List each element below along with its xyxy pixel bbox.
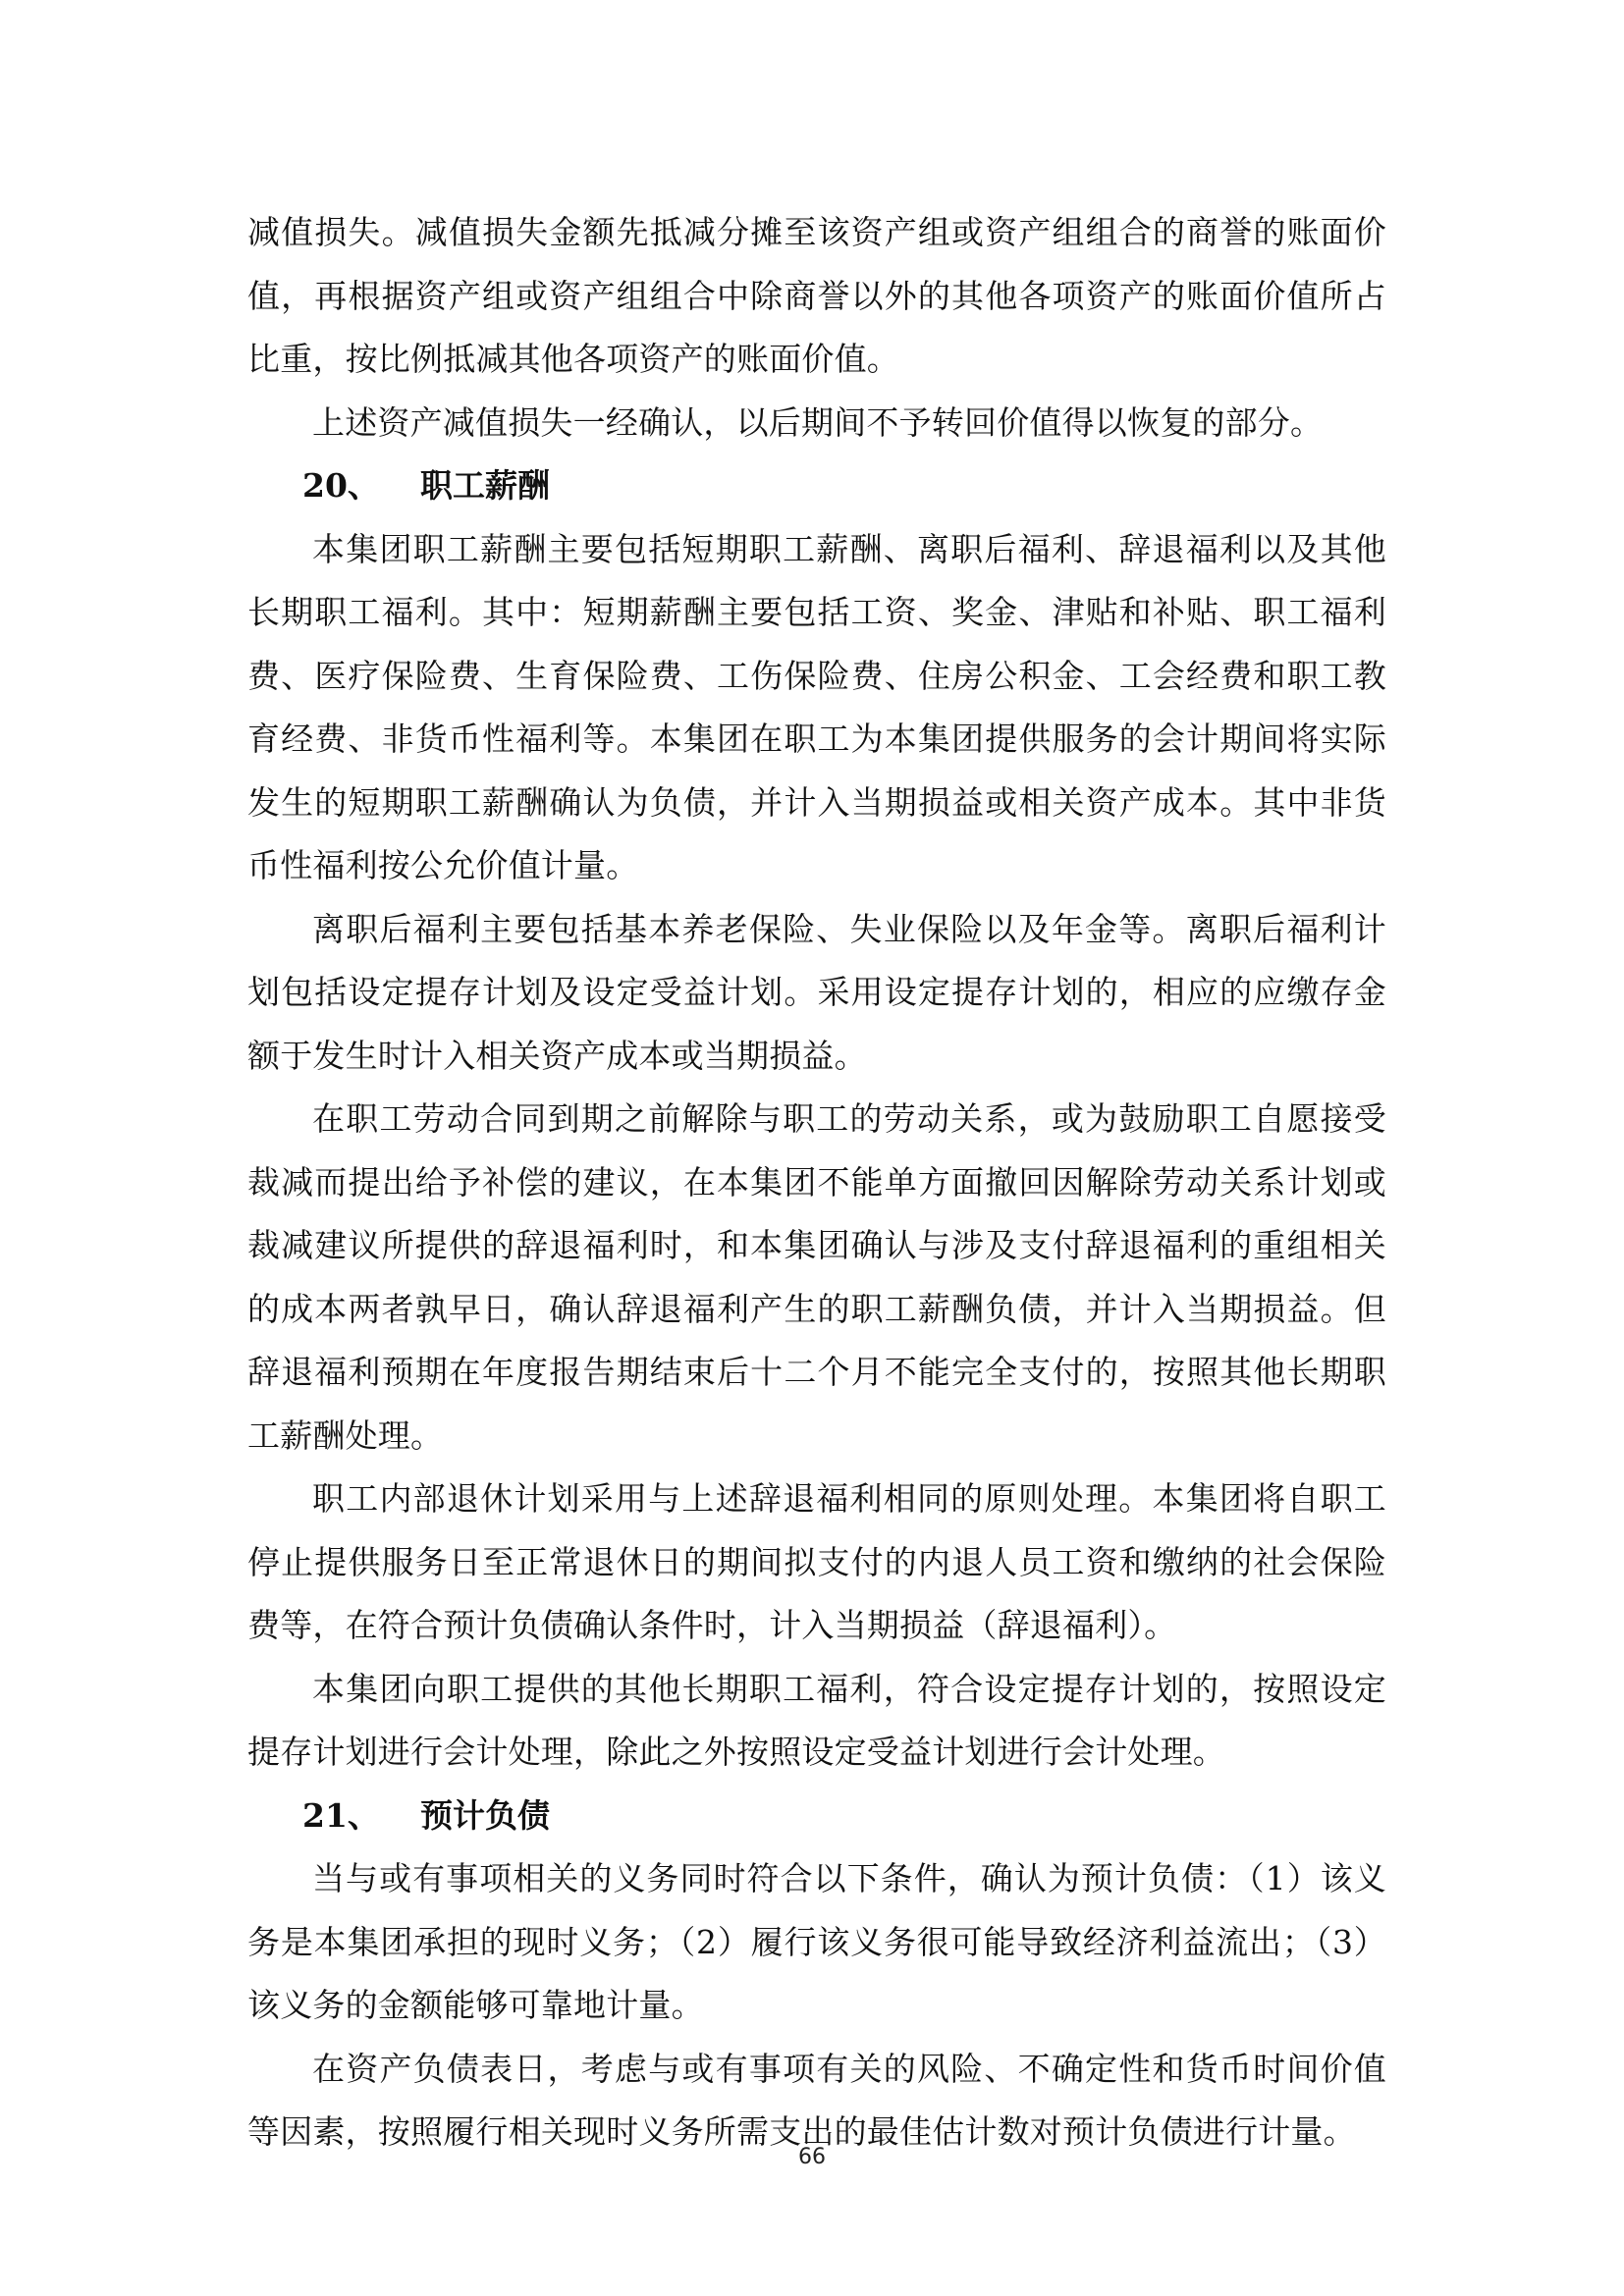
paragraph-provision-measurement: 在资产负债表日，考虑与或有事项有关的风险、不确定性和货币时间价值等因素，按照履行相关现时义务所需支出的最佳估计数对预计负债进行计量。 — [247, 2049, 1386, 2151]
paragraph-compensation-scope: 本集团职工薪酬主要包括短期职工薪酬、离职后福利、辞退福利以及其他长期职工福利。其中：短期薪酬主要包括工资、奖金、津贴和补贴、职工福利费、医疗保险费、生育保险费、工伤保险费、住房公积金、工会经费和职工教育经费、非货币性福利等。本集团在职工为本集团提供服务的会计期间将实际发生的短期职工薪酬确认为负债，并计入当期损益或相关资产成本。其中非货币性福利按公允价值计量。 — [247, 529, 1386, 884]
section-number: 20、 — [302, 466, 380, 505]
page-number: 66 — [798, 2145, 826, 2169]
paragraph-termination-benefits: 在职工劳动合同到期之前解除与职工的劳动关系，或为鼓励职工自愿接受裁减而提出给予补偿的建议，在本集团不能单方面撤回因解除劳动关系计划或裁减建议所提供的辞退福利时，和本集团确认与涉及支付辞退福利的重组相关的成本两者孰早日，确认辞退福利产生的职工薪酬负债，并计入当期损益。但辞退福利预期在年度报告期结束后十二个月不能完全支付的，按照其他长期职工薪酬处理。 — [247, 1099, 1386, 1455]
section-heading-employee-compensation — [247, 454, 1386, 518]
paragraph-impairment-no-reversal: 上述资产减值损失一经确认，以后期间不予转回价值得以恢复的部分。 — [312, 402, 1324, 442]
page-body — [247, 201, 1386, 2164]
paragraph-other-long-term-benefits: 本集团向职工提供的其他长期职工福利，符合设定提存计划的，按照设定提存计划进行会计处理，除此之外按照设定受益计划进行会计处理。 — [247, 1669, 1386, 1771]
paragraph-impairment-allocation: 减值损失。减值损失金额先抵减分摊至该资产组或资产组组合的商誉的账面价值，再根据资产组或资产组组合中除商誉以外的其他各项资产的账面价值所占比重，按比例抵减其他各项资产的账面价值。 — [247, 213, 1386, 378]
paragraph-internal-retirement: 职工内部退休计划采用与上述辞退福利相同的原则处理。本集团将自职工停止提供服务日至正常退休日的期间拟支付的内退人员工资和缴纳的社会保险费等，在符合预计负债确认条件时，计入当期损益（辞退福利）。 — [247, 1479, 1386, 1644]
paragraph-post-employment-benefits: 离职后福利主要包括基本养老保险、失业保险以及年金等。离职后福利计划包括设定提存计划及设定受益计划。采用设定提存计划的，相应的应缴存金额于发生时计入相关资产成本或当期损益。 — [247, 909, 1386, 1075]
section-number: 21、 — [302, 1795, 380, 1835]
section-heading-provisions — [247, 1785, 1386, 1848]
section-title: 职工薪酬 — [420, 466, 550, 505]
paragraph-provision-recognition: 当与或有事项相关的义务同时符合以下条件，确认为预计负债：（1）该义务是本集团承担的现时义务；（2）履行该义务很可能导致经济利益流出；（3）该义务的金额能够可靠地计量。 — [247, 1859, 1386, 2024]
section-title: 预计负债 — [420, 1795, 550, 1835]
